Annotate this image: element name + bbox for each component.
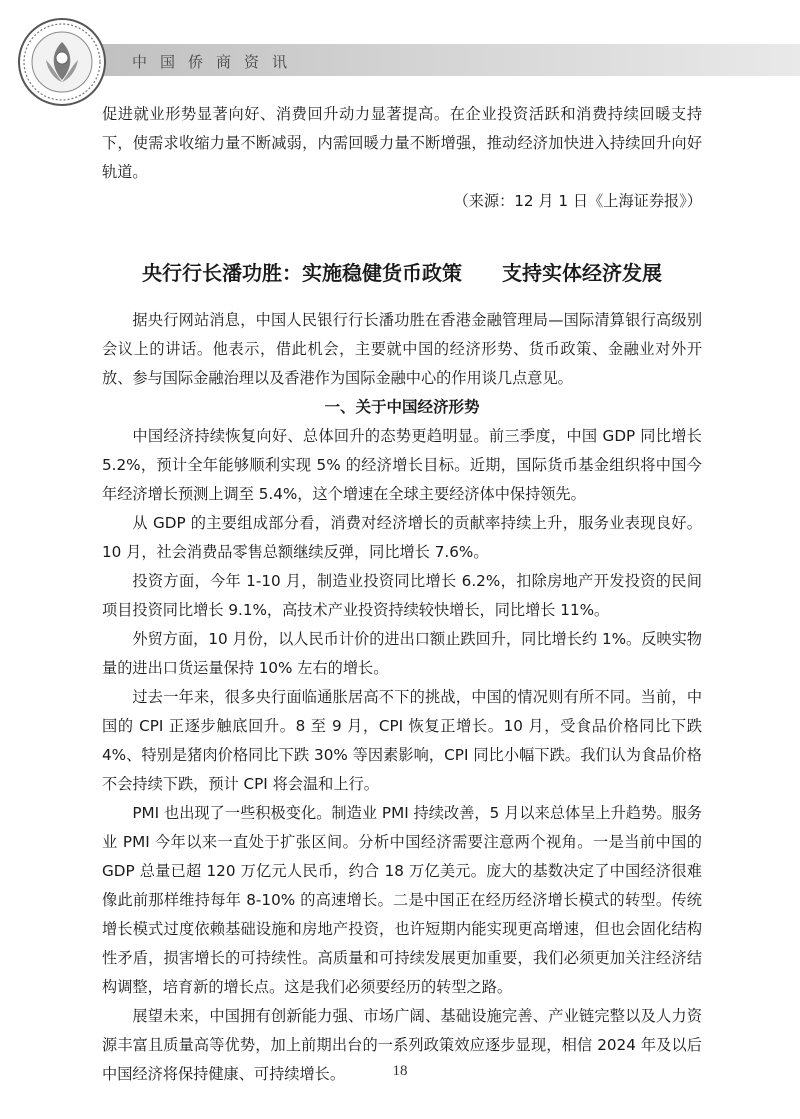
body-paragraph: PMI 也出现了一些积极变化。制造业 PMI 持续改善，5 月以来总体呈上升趋势。服务业 PMI 今年以来一直处于扩张区间。分析中国经济需要注意两个视角。一是当前中国的 GDP 总量已超 120 万亿元人民币，约合 18 万亿美元。庞大的基数决定了中国经济很难像此前那样维持每年 8-10% 的高速增长。二是中国正在经历经济增长模式的转型。传统增长模式过度依赖基础设施和房地产投资，也许短期内能实现更高增速，但也会固化结构性矛盾，损害增长的可持续性。高质量和可持续发展更加重要，我们必须更加关注经济结构调整，培育新的增长点。这是我们必须要经历的转型之路。: [102, 804, 702, 996]
logo-icon: [16, 16, 108, 108]
header-title: 中国侨商资讯: [132, 53, 301, 71]
section-heading: 一、关于中国经济形势: [324, 398, 480, 416]
page-content: [102, 100, 702, 1089]
body-paragraph: 展望未来，中国拥有创新能力强、市场广阔、基础设施完善、产业链完整以及人力资源丰富且质量高等优势，加上前期出台的一系列政策效应逐步显现，相信 2024 年及以后中国经济将保持健康、可持续增长。: [102, 1007, 702, 1083]
body-paragraph: 从 GDP 的主要组成部分看，消费对经济增长的贡献率持续上升，服务业表现良好。10 月，社会消费品零售总额继续反弹，同比增长 7.6%。: [102, 514, 702, 561]
body-paragraph: 中国经济持续恢复向好、总体回升的态势更趋明显。前三季度，中国 GDP 同比增长 5.2%，预计全年能够顺利实现 5% 的经济增长目标。近期，国际货币基金组织将中国今年经济增长预测上调至 5.4%，这个增速在全球主要经济体中保持领先。: [102, 427, 702, 503]
intro-paragraph: 促进就业形势显著向好、消费回升动力显著提高。在企业投资活跃和消费持续回暖支持下，使需求收缩力量不断减弱，内需回暖力量不断增强，推动经济加快进入持续回升向好轨道。: [102, 105, 702, 181]
page-header: [0, 0, 800, 100]
body-paragraph: 外贸方面，10 月份，以人民币计价的进出口额止跌回升，同比增长约 1%。反映实物量的进出口货运量保持 10% 左右的增长。: [102, 630, 702, 677]
article-title: 央行行长潘功胜：实施稳健货币政策 支持实体经济发展: [142, 261, 662, 285]
article-lead: 据央行网站消息，中国人民银行行长潘功胜在香港金融管理局—国际清算银行高级别会议上的讲话。他表示，借此机会，主要就中国的经济形势、货币政策、金融业对外开放、参与国际金融治理以及香港作为国际金融中心的作用谈几点意见。: [102, 311, 702, 387]
page-number: 18: [392, 1063, 408, 1079]
source-citation: （来源：12 月 1 日《上海证券报》）: [453, 192, 702, 210]
body-paragraph: 过去一年来，很多央行面临通胀居高不下的挑战，中国的情况则有所不同。当前，中国的 CPI 正逐步触底回升。8 至 9 月，CPI 恢复正增长。10 月，受食品价格同比下跌 4%、特别是猪肉价格同比下跌 30% 等因素影响，CPI 同比小幅下跌。我们认为食品价格不会持续下跌，预计 CPI 将会温和上行。: [102, 688, 702, 793]
body-paragraph: 投资方面，今年 1-10 月，制造业投资同比增长 6.2%，扣除房地产开发投资的民间项目投资同比增长 9.1%，高技术产业投资持续较快增长，同比增长 11%。: [102, 572, 702, 619]
